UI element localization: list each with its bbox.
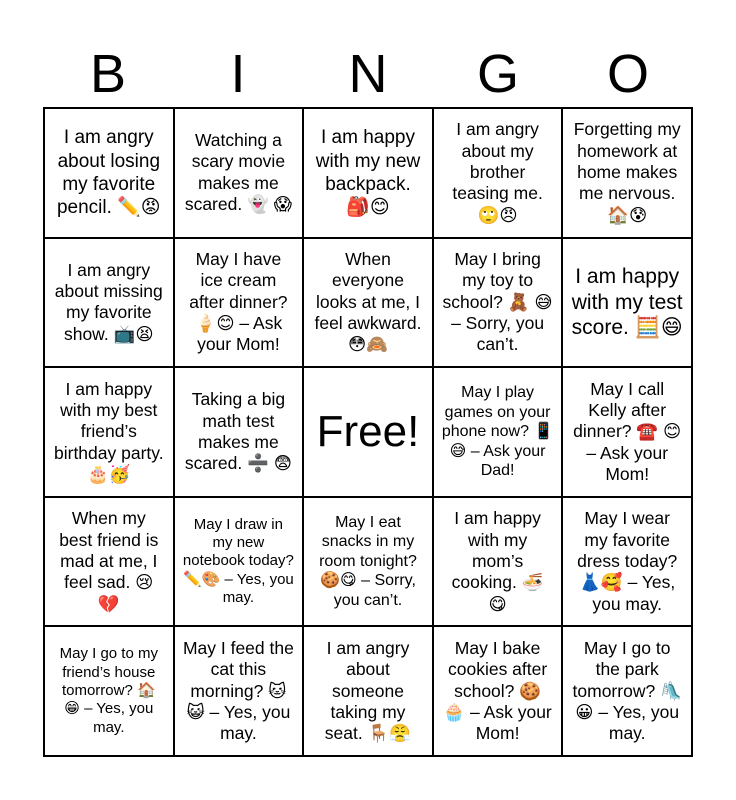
bingo-card-grid xyxy=(43,107,693,757)
bingo-cell[interactable] xyxy=(174,626,304,756)
bingo-cell[interactable] xyxy=(44,108,174,238)
header-letter-n: N xyxy=(348,44,388,104)
bingo-cell[interactable] xyxy=(174,497,304,627)
bingo-cell[interactable] xyxy=(303,626,433,756)
bingo-cell-text: I am angry about losing my favorite pencil. ✏️😡 xyxy=(56,127,161,218)
bingo-cell-text: Forgetting my homework at home makes me nervous. 🏠😰 xyxy=(573,119,681,225)
bingo-cell[interactable] xyxy=(303,497,433,627)
bingo-header xyxy=(43,42,693,106)
bingo-cell-text: May I go to the park tomorrow? 🛝😀 – Yes, you may. xyxy=(572,637,682,744)
bingo-cell-text: I am happy with my best friend’s birthday party. 🎂🥳 xyxy=(54,378,164,484)
bingo-cell-text: May I play games on your phone now? 📱😅 – Ask your Dad! xyxy=(441,384,554,480)
header-letter-b: B xyxy=(89,44,127,104)
bingo-cell[interactable] xyxy=(44,367,174,497)
bingo-cell[interactable] xyxy=(562,497,692,627)
bingo-cell-text: I am angry about my brother teasing me. 🙄😠 xyxy=(452,119,543,225)
bingo-cell[interactable] xyxy=(174,108,304,238)
bingo-cell-text: I am happy with my test score. 🧮😄 xyxy=(571,264,683,340)
bingo-cell-text: May I draw in my new notebook today? ✏️🎨 – Yes, you may. xyxy=(182,515,294,607)
bingo-cell[interactable] xyxy=(44,626,174,756)
free-space-label: Free! xyxy=(316,406,420,456)
header-letter-o: O xyxy=(606,44,649,104)
bingo-cell-text: May I feed the cat this morning? 🐱 😺 – Yes, you may. xyxy=(182,637,294,744)
bingo-cell[interactable] xyxy=(303,238,433,368)
bingo-cell[interactable] xyxy=(44,497,174,627)
bingo-cell-text: I am angry about missing my favorite show. 📺😫 xyxy=(54,259,163,344)
bingo-cell[interactable] xyxy=(562,626,692,756)
bingo-cell[interactable] xyxy=(174,367,304,497)
bingo-cell-text: May I bake cookies after school? 🍪 🧁 – Ask your Mom! xyxy=(443,637,552,744)
bingo-cell-text: Watching a scary movie makes me scared. 👻 😱 xyxy=(184,130,292,215)
bingo-cell[interactable] xyxy=(433,497,563,627)
bingo-cell[interactable] xyxy=(433,367,563,497)
bingo-cell-text: May I call Kelly after dinner? ☎️ 😊 – Ask your Mom! xyxy=(573,378,682,484)
bingo-cell-text: Taking a big math test makes me scared. ➗ 😨 xyxy=(184,389,292,474)
bingo-cell-text: I am angry about someone taking my seat. 🪑😤 xyxy=(324,637,412,744)
bingo-cell-text: I am happy with my new backpack. 🎒😊 xyxy=(315,127,421,218)
bingo-cell[interactable] xyxy=(562,238,692,368)
bingo-cell[interactable] xyxy=(562,108,692,238)
bingo-cell-text: May I go to my friend’s house tomorrow? 🏠 😁 – Yes, you may. xyxy=(59,645,158,736)
bingo-cell[interactable] xyxy=(303,108,433,238)
free-space-cell[interactable] xyxy=(303,367,433,497)
bingo-cell[interactable] xyxy=(433,238,563,368)
bingo-cell[interactable] xyxy=(433,108,563,238)
bingo-cell[interactable] xyxy=(433,626,563,756)
bingo-cell-text: When my best friend is mad at me, I feel sad. 😢 💔 xyxy=(59,508,159,614)
bingo-cell[interactable] xyxy=(44,238,174,368)
bingo-cell[interactable] xyxy=(174,238,304,368)
header-letter-g: G xyxy=(476,44,519,104)
header-letter-i: I xyxy=(230,44,246,104)
bingo-cell-text: I am happy with my mom’s cooking. 🍜 😋 xyxy=(451,508,544,614)
bingo-cell[interactable] xyxy=(562,367,692,497)
bingo-cell-text: May I bring my toy to school? 🧸 😅 – Sorry, you can’t. xyxy=(442,249,553,355)
bingo-cell-text: May I wear my favorite dress today? 👗🥰 – Yes, you may. xyxy=(577,508,678,614)
bingo-cell-text: May I eat snacks in my room tonight? 🍪😋 – Sorry, you can’t. xyxy=(319,513,417,609)
bingo-cell-text: When everyone looks at me, I feel awkward. 😳🙈 xyxy=(314,249,422,355)
bingo-cell-text: May I have ice cream after dinner? 🍦😊 – Ask your Mom! xyxy=(189,249,288,355)
